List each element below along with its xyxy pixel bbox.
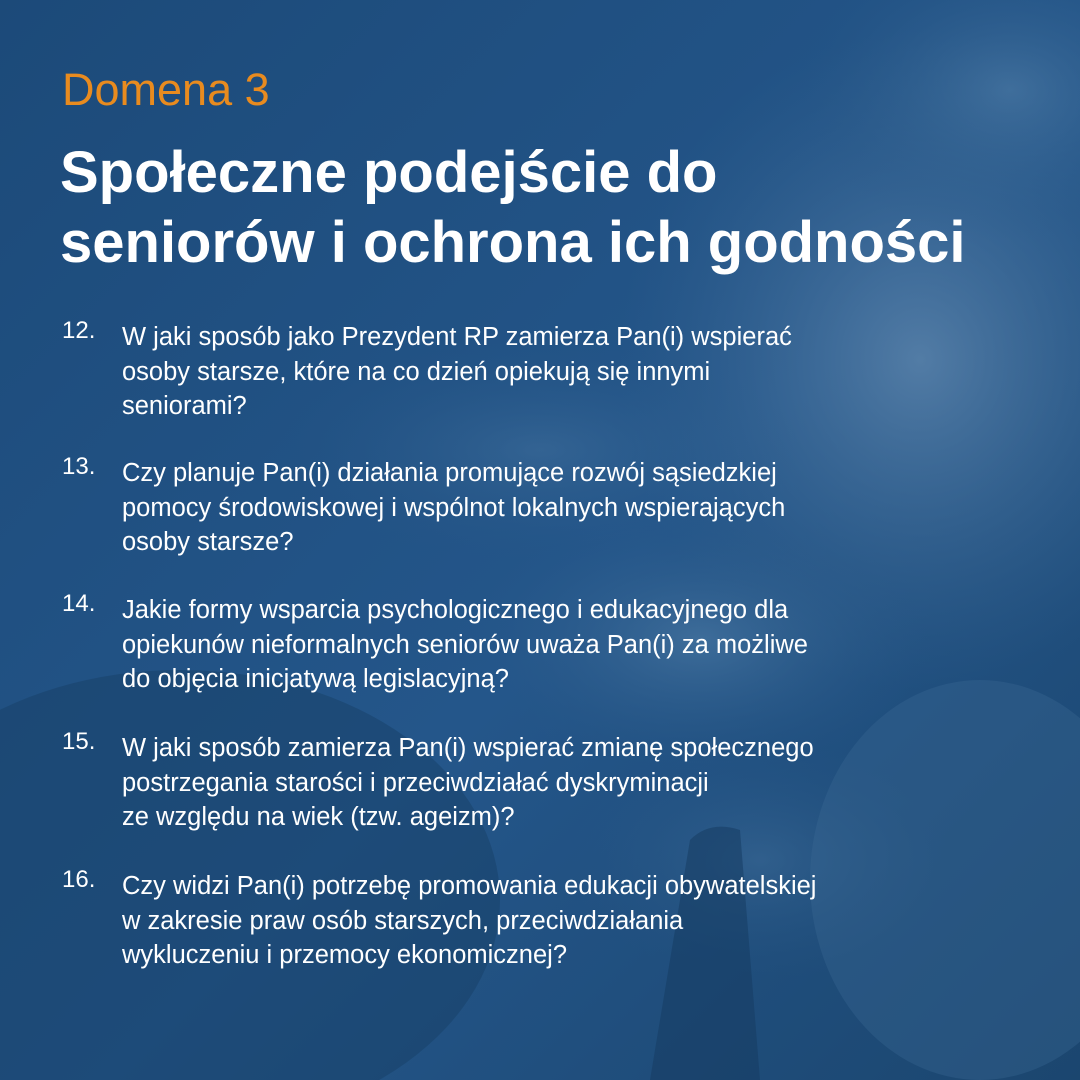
title-line: seniorów i ochrona ich godności	[60, 210, 966, 275]
question-line: seniorami?	[122, 392, 247, 420]
question-item	[62, 590, 1052, 697]
domain-label: Domena 3	[62, 64, 270, 115]
question-text	[122, 731, 1032, 835]
question-number: 16.	[62, 866, 96, 893]
question-item	[62, 317, 1052, 424]
page-title	[60, 138, 1050, 278]
question-number: 15.	[62, 728, 96, 755]
question-text	[122, 456, 1032, 560]
question-text	[122, 869, 1032, 973]
question-text	[122, 593, 1032, 697]
question-item	[62, 453, 1052, 560]
question-item	[62, 866, 1052, 973]
question-line: W jaki sposób zamierza Pan(i) wspierać zmianę społecznego	[122, 734, 814, 762]
question-line: w zakresie praw osób starszych, przeciwdziałania	[122, 906, 684, 935]
title-line: Społeczne podejście do	[60, 140, 718, 205]
question-line: Czy planuje Pan(i) działania promujące rozwój sąsiedzkiej	[122, 459, 777, 487]
question-text	[122, 320, 1032, 424]
question-number: 13.	[62, 453, 96, 480]
question-line: osoby starsze?	[122, 528, 294, 556]
question-line: pomocy środowiskowej i wspólnot lokalnych wspierających	[122, 493, 786, 522]
question-line: opiekunów nieformalnych seniorów uważa Pan(i) za możliwe	[122, 630, 808, 659]
question-line: Czy widzi Pan(i) potrzebę promowania edukacji obywatelskiej	[122, 872, 817, 900]
question-line: ze względu na wiek (tzw. ageizm)?	[122, 803, 515, 831]
question-line: wykluczeniu i przemocy ekonomicznej?	[122, 941, 568, 969]
question-line: Jakie formy wsparcia psychologicznego i edukacyjnego dla	[122, 596, 789, 624]
question-item	[62, 728, 1052, 835]
question-line: do objęcia inicjatywą legislacyjną?	[122, 665, 509, 693]
question-line: osoby starsze, które na co dzień opiekują się innymi	[122, 357, 711, 386]
question-line: postrzegania starości i przeciwdziałać dyskryminacji	[122, 768, 709, 797]
question-number: 14.	[62, 590, 96, 617]
question-number: 12.	[62, 317, 96, 344]
question-line: W jaki sposób jako Prezydent RP zamierza Pan(i) wspierać	[122, 323, 792, 351]
